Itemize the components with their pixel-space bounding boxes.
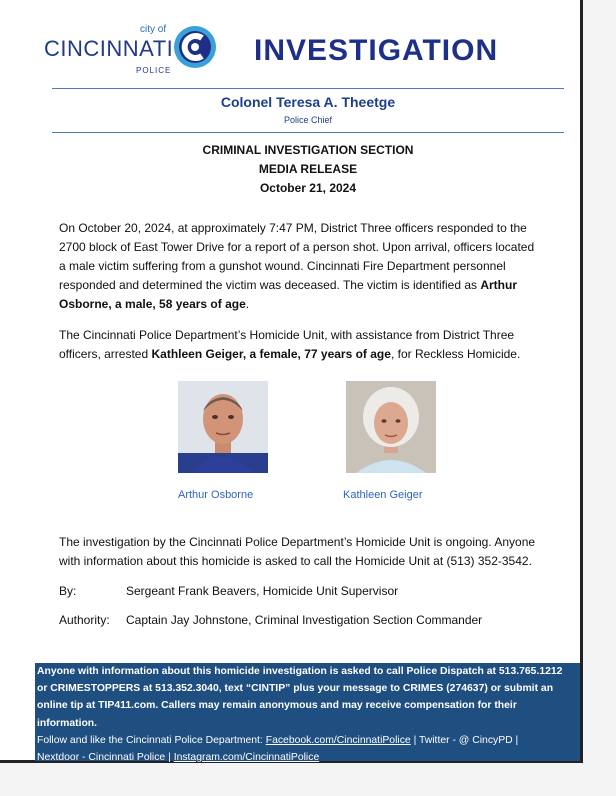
suspect-photo xyxy=(346,381,436,473)
footer-text: Follow and like the Cincinnati Police Department: xyxy=(37,734,266,746)
authority-value: Captain Jay Johnstone, Criminal Investigation Section Commander xyxy=(126,613,483,627)
arrest-paragraph xyxy=(59,326,571,364)
footer-line xyxy=(37,680,580,697)
release-type: MEDIA RELEASE xyxy=(258,162,358,176)
authority-label: Authority: xyxy=(59,613,110,627)
paragraph-text: responded and determined the victim was deceased. The victim is identified as xyxy=(59,278,481,292)
footer-line xyxy=(37,715,580,732)
footer-line xyxy=(37,732,580,749)
paragraph-line: The investigation by the Cincinnati Police Department’s Homicide Unit is ongoing. Anyone xyxy=(59,535,536,549)
victim-details-bold: Osborne, a male, 58 years of age xyxy=(59,297,246,311)
paragraph-text: . xyxy=(245,297,250,311)
paragraph-text: , for Reckless Homicide. xyxy=(390,347,521,361)
victim-photo xyxy=(178,381,268,473)
ongoing-paragraph xyxy=(59,533,571,571)
paragraph-line xyxy=(59,345,571,364)
divider-bottom xyxy=(52,132,564,133)
facebook-link[interactable]: Facebook.com/CincinnatiPolice xyxy=(265,734,411,746)
release-date: October 21, 2024 xyxy=(259,181,357,195)
divider-top xyxy=(52,88,564,89)
footer-bold-text: Anyone with information about this homicide investigation is asked to call Police Dispatch at 513.765.1212 xyxy=(37,666,563,677)
incident-paragraph xyxy=(59,219,571,314)
footer-text: | Twitter - @ CincyPD | xyxy=(410,734,519,746)
footer-bold-text: information. xyxy=(37,717,98,729)
by-label: By: xyxy=(59,584,77,598)
victim-caption: Arthur Osborne xyxy=(178,489,254,501)
logo-city-of: city of xyxy=(140,24,167,35)
by-value: Sergeant Frank Beavers, Homicide Unit Supervisor xyxy=(126,584,399,598)
paragraph-line: On October 20, 2024, at approximately 7:47 PM, District Three officers responded to the xyxy=(59,221,527,235)
logo-police: POLICE xyxy=(136,66,172,75)
tip-info-footer xyxy=(35,663,580,764)
footer-text: Nextdoor - Cincinnati Police | xyxy=(37,752,174,764)
section-heading: CRIMINAL INVESTIGATION SECTION xyxy=(202,143,414,157)
paragraph-line: a male victim suffering from a gunshot wound. Cincinnati Fire Department personnel xyxy=(59,259,506,273)
instagram-link[interactable]: Instagram.com/CincinnatiPolice xyxy=(173,752,320,764)
footer-line xyxy=(37,749,580,766)
paragraph-line xyxy=(59,295,571,314)
paragraph-line: 2700 block of East Tower Drive for a report of a person shot. Upon arrival, officers located xyxy=(59,240,535,254)
paragraph-line xyxy=(59,276,571,295)
page-title: INVESTIGATION xyxy=(254,34,499,67)
paragraph-text: officers, arrested xyxy=(59,347,152,361)
footer-bold-text: online tip at TIP411.com. Callers may remain anonymous and may receive compensation for their xyxy=(37,700,517,712)
chief-title: Police Chief xyxy=(283,115,333,125)
chief-name: Colonel Teresa A. Theetge xyxy=(220,94,396,110)
footer-line xyxy=(37,697,580,714)
logo-c-emblem-icon xyxy=(172,24,218,70)
cincinnati-police-logo xyxy=(44,22,224,78)
suspect-caption: Kathleen Geiger xyxy=(343,489,423,501)
paragraph-line: The Cincinnati Police Department’s Homicide Unit, with assistance from District Three xyxy=(59,328,515,342)
footer-bold-text: or CRIMESTOPPERS at 513.352.3040, text “CINTIP” plus your message to CRIMES (274637) or submit an xyxy=(37,683,554,695)
footer-line xyxy=(37,663,580,680)
suspect-details-bold: Kathleen Geiger, a female, 77 years of age xyxy=(151,347,391,361)
paragraph-line: with information about this homicide is asked to call the Homicide Unit at (513) 352-3542. xyxy=(59,554,532,568)
victim-name-bold: Arthur xyxy=(480,278,518,292)
logo-city-name: CINCINNATI xyxy=(44,36,174,61)
